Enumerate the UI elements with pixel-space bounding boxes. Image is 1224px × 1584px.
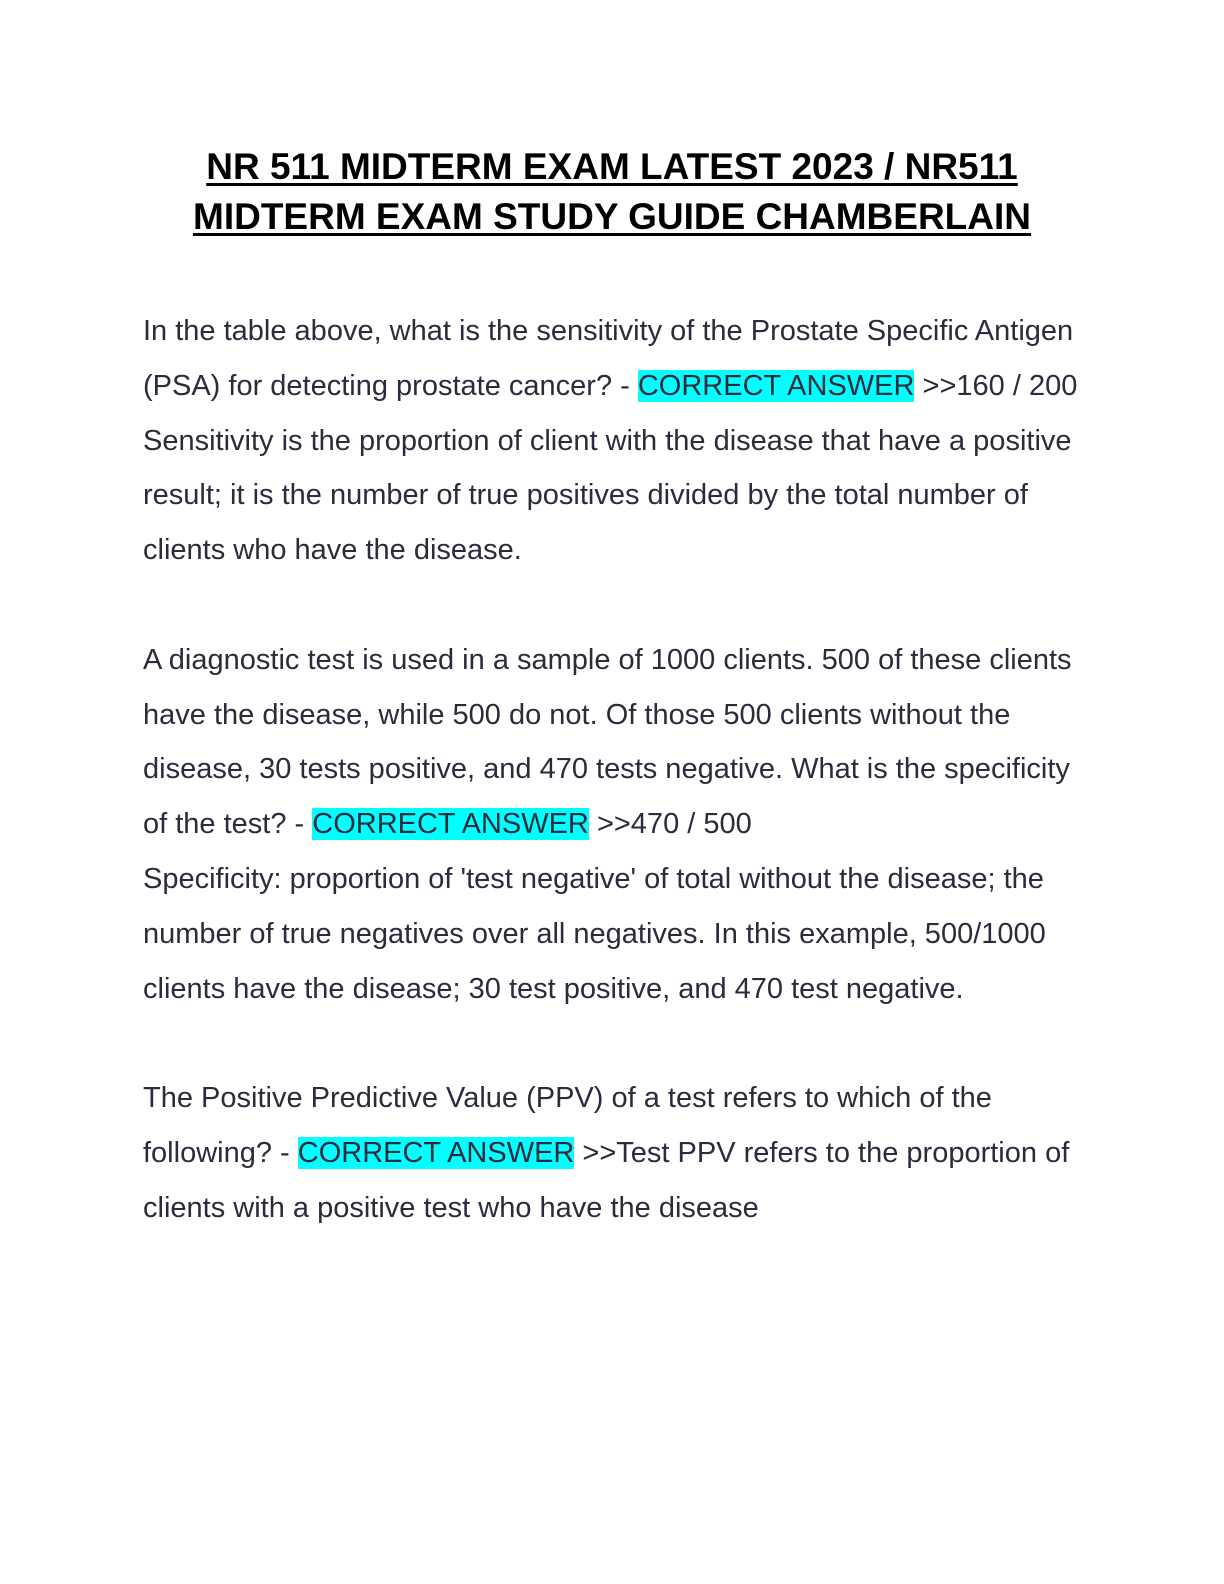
question: The Positive Predictive Value (PPV) of a test refers to which of the following? - — [143, 1082, 992, 1169]
title-line-1: NR 511 MIDTERM EXAM LATEST 2023 / NR511 — [206, 146, 1018, 187]
document-body — [143, 304, 1083, 1290]
question-text — [143, 304, 1083, 414]
correct-answer-highlight: CORRECT ANSWER — [312, 808, 589, 841]
question-text — [143, 633, 1083, 852]
question: In the table above, what is the sensitivity of the Prostate Specific Antigen (PSA) for detecting prostate cancer? - — [143, 315, 1074, 402]
answer-text: >>470 / 500 — [596, 808, 752, 841]
title-line-2: MIDTERM EXAM STUDY GUIDE CHAMBERLAIN — [193, 196, 1031, 237]
answer-text: >>Test PPV refers to the proportion of clients with a positive test who have the disease — [143, 1136, 1070, 1224]
question-text — [143, 1071, 1083, 1235]
correct-answer-highlight: CORRECT ANSWER — [297, 1136, 575, 1169]
explanation-text: Specificity: proportion of 'test negative' of total without the disease; the number of true negatives over all negatives. In this example, 500/1000 clients have the disease; 30 test positive, and 470 test negative. — [143, 862, 1046, 1005]
qa-item-ppv — [143, 1071, 1083, 1235]
qa-item-sensitivity — [143, 304, 1083, 578]
correct-answer-highlight: CORRECT ANSWER — [637, 369, 915, 402]
document-title — [120, 142, 1104, 242]
question: A diagnostic test is used in a sample of 1000 clients. 500 of these clients have the disease, while 500 do not. Of those 500 clients without the disease, 30 tests positive, and 470 tests negative. What is the specificity of the test? - — [143, 643, 1072, 841]
answer-text: >>160 / 200 — [922, 369, 1078, 402]
qa-item-specificity — [143, 633, 1083, 1017]
explanation-text: Sensitivity is the proportion of client with the disease that have a positive result; it is the number of true positives divided by the total number of clients who have the disease. — [143, 424, 1072, 567]
